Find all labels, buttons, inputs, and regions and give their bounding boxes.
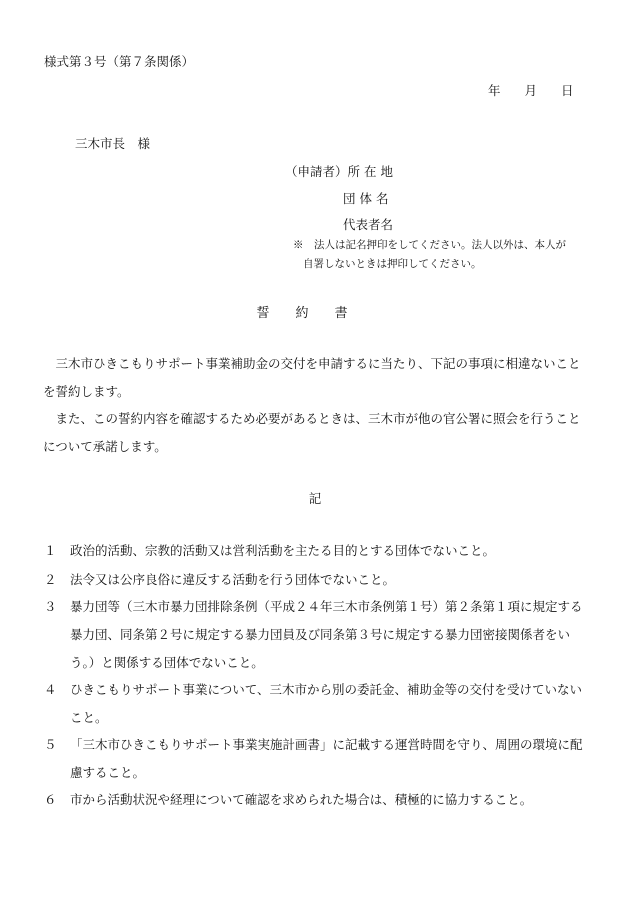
form-number: 様式第３号（第７条関係） — [44, 54, 195, 69]
pledge-item — [44, 537, 592, 565]
seal-note-line-1: ※ 法人は記名押印をしてください。法人以外は、本人が — [293, 239, 566, 251]
document-title: 誓約書 — [256, 306, 374, 321]
pledge-item — [44, 676, 592, 732]
date-day: 日 — [561, 83, 574, 98]
item-text: ひきこもりサポート事業について、三木市から別の委託金、補助金等の交付を受けていないこと。 — [70, 682, 583, 725]
item-text: 市から活動状況や経理について確認を求められた場合は、積極的に協力すること。 — [70, 792, 533, 807]
pledge-item — [44, 593, 592, 677]
item-text: 法令又は公序良俗に違反する活動を行う団体でないこと。 — [70, 572, 396, 587]
date-year: 年 — [488, 83, 501, 98]
date-month: 月 — [524, 83, 538, 98]
item-number: ６ — [44, 792, 57, 807]
seal-note-line-2: 自署しないときは押印してください。 — [303, 258, 482, 270]
ki-heading: 記 — [308, 491, 322, 506]
applicant-address-label: （申請者）所 在 地 — [285, 164, 393, 179]
date-line — [488, 81, 574, 99]
addressee: 三木市長 様 — [75, 136, 151, 151]
pledge-paragraph-1: 三木市ひきこもりサポート事業補助金の交付を申請するに当たり、下記の事項に相違ないことを誓約します。 — [43, 356, 581, 399]
item-number: ５ — [44, 737, 57, 752]
pledge-item — [44, 566, 592, 594]
item-number: ３ — [44, 599, 57, 614]
applicant-organization-label: 団 体 名 — [343, 191, 389, 206]
pledge-item — [44, 786, 592, 814]
applicant-representative-label: 代表者名 — [343, 217, 394, 232]
pledge-item — [44, 731, 592, 787]
item-number: １ — [44, 543, 57, 558]
item-text: 暴力団等（三木市暴力団排除条例（平成２４年三木市条例第１号）第２条第１項に規定する暴力団、同条第２号に規定する暴力団員及び同条第３号に規定する暴力団密接関係者をいう。）と関係する団体でないこと。 — [70, 599, 583, 670]
item-text: 「三木市ひきこもりサポート事業実施計画書」に記載する運営時間を守り、周囲の環境に配慮すること。 — [70, 737, 583, 780]
pledge-paragraph-2: また、この誓約内容を確認するため必要があるときは、三木市が他の官公署に照会を行うことについて承諾します。 — [43, 411, 581, 454]
item-number: ４ — [44, 682, 57, 697]
item-number: ２ — [44, 572, 57, 587]
item-text: 政治的活動、宗教的活動又は営利活動を主たる目的とする団体でないこと。 — [70, 543, 496, 558]
